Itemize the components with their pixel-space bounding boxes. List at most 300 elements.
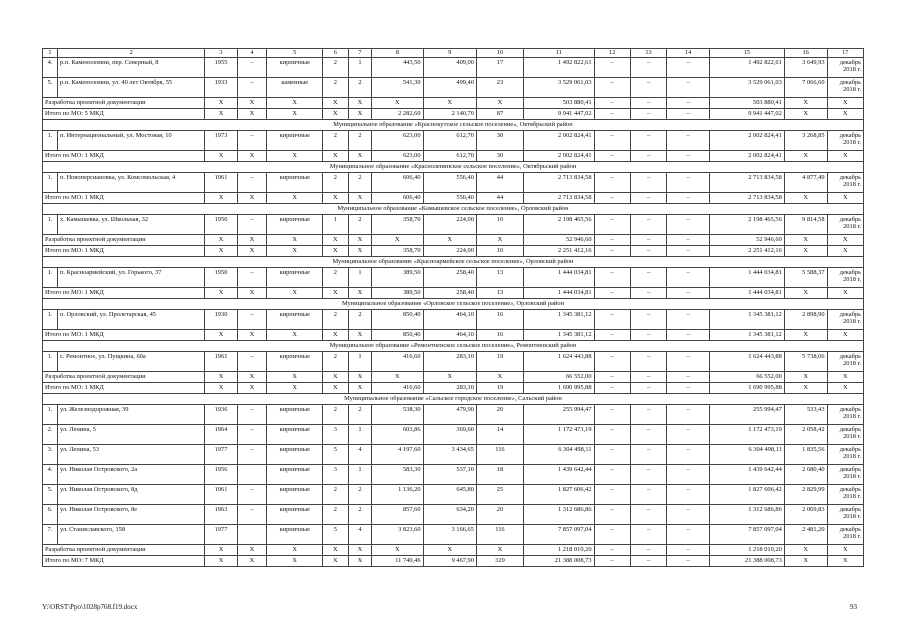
table-cell: X	[237, 97, 267, 108]
table-cell: декабрь 2018 г.	[827, 524, 863, 544]
table-cell: –	[630, 424, 666, 444]
table-cell	[237, 464, 267, 484]
table-cell: –	[630, 555, 666, 566]
table-cell: 2	[348, 214, 372, 234]
table-cell: кирпичные	[267, 130, 323, 150]
table-cell: 2 198 465,56	[523, 214, 594, 234]
table-cell: X	[323, 192, 349, 203]
section-heading-row	[43, 203, 864, 214]
table-cell: 2 002 824,41	[709, 150, 784, 161]
table-cell: X	[348, 108, 372, 119]
table-cell: X	[348, 371, 372, 382]
table-cell: 1 690 995,88	[523, 382, 594, 393]
table-cell: 3 823,60	[372, 524, 423, 544]
table-cell: 3 529 061,03	[523, 77, 594, 97]
table-cell: –	[594, 555, 630, 566]
table-cell: –	[237, 404, 267, 424]
table-cell: X	[237, 544, 267, 555]
column-number: 2	[57, 49, 205, 58]
table-cell: 1 218 010,20	[523, 544, 594, 555]
summary-row	[43, 150, 864, 161]
table-cell: 3 529 061,03	[709, 77, 784, 97]
table-cell: X	[323, 555, 349, 566]
table-cell: 2	[323, 404, 349, 424]
table-cell: кирпичные	[267, 214, 323, 234]
table-cell: 1.	[43, 267, 58, 287]
summary-label: Итого по МО: 1 МКД	[43, 245, 205, 256]
summary-label: Разработка проектной документации	[43, 234, 205, 245]
table-cell: декабрь 2018 г.	[827, 309, 863, 329]
table-cell: 116	[476, 444, 523, 464]
table-cell: декабрь 2018 г.	[827, 214, 863, 234]
table-cell: 1963	[205, 504, 237, 524]
section-heading-row	[43, 256, 864, 267]
table-cell: 1.	[43, 351, 58, 371]
table-cell: 1933	[205, 77, 237, 97]
table-cell: 2 481,20	[784, 524, 827, 544]
table-cell: –	[630, 351, 666, 371]
table-cell: X	[267, 108, 323, 119]
table-cell: 1 827 606,42	[709, 484, 784, 504]
summary-row	[43, 329, 864, 340]
table-cell: 2	[323, 172, 349, 192]
table-cell: 30	[476, 130, 523, 150]
table-cell: 9 941 447,02	[523, 108, 594, 119]
table-row	[43, 130, 864, 150]
table-row	[43, 484, 864, 504]
table-cell: X	[267, 544, 323, 555]
table-cell: X	[372, 234, 423, 245]
table-cell: X	[827, 192, 863, 203]
address-cell: ул. Станиславского, 158	[57, 524, 205, 544]
summary-row	[43, 544, 864, 555]
table-cell: кирпичные	[267, 504, 323, 524]
table-cell: –	[594, 57, 630, 77]
table-cell: 1 172 473,19	[523, 424, 594, 444]
table-cell: –	[667, 371, 710, 382]
table-cell: декабрь 2018 г.	[827, 424, 863, 444]
table-cell: –	[667, 504, 710, 524]
section-heading: Муниципальное образование «Орловское сельское поселение», Орловский район	[43, 298, 864, 309]
table-cell: 2 713 834,58	[523, 192, 594, 203]
table-cell: 634,20	[423, 504, 476, 524]
address-cell: ул. Николая Островского, 2а	[57, 464, 205, 484]
table-cell: 1 345 381,12	[709, 329, 784, 340]
table-cell: X	[267, 371, 323, 382]
table-cell: 258,40	[423, 267, 476, 287]
table-cell: X	[827, 371, 863, 382]
table-cell: X	[205, 555, 237, 566]
summary-row	[43, 192, 864, 203]
table-row	[43, 424, 864, 444]
table-cell: –	[237, 267, 267, 287]
table-cell: 16	[476, 309, 523, 329]
table-cell: 2 198 465,56	[709, 214, 784, 234]
column-number: 3	[205, 49, 237, 58]
table-cell: 1	[348, 424, 372, 444]
table-cell: –	[594, 97, 630, 108]
table-cell: –	[594, 371, 630, 382]
table-cell: –	[630, 504, 666, 524]
table-cell: 2 251 412,16	[709, 245, 784, 256]
summary-row	[43, 97, 864, 108]
table-cell: –	[594, 234, 630, 245]
table-cell: 10	[476, 214, 523, 234]
table-cell: 1 444 034,81	[523, 287, 594, 298]
table-cell: декабрь 2018 г.	[827, 484, 863, 504]
table-cell: –	[667, 234, 710, 245]
table-cell: декабрь 2018 г.	[827, 404, 863, 424]
table-cell: 2 713 834,58	[709, 172, 784, 192]
table-cell: –	[667, 544, 710, 555]
table-cell: 464,10	[423, 309, 476, 329]
table-cell: 20	[476, 404, 523, 424]
table-cell: 2	[348, 504, 372, 524]
table-cell: 21 388 008,73	[709, 555, 784, 566]
table-cell: X	[205, 287, 237, 298]
column-number-row	[43, 49, 864, 58]
table-cell: 224,00	[423, 245, 476, 256]
table-cell: 1 492 822,61	[523, 57, 594, 77]
table-cell: –	[667, 404, 710, 424]
column-number: 8	[372, 49, 423, 58]
table-cell: 443,50	[372, 57, 423, 77]
table-cell: X	[205, 371, 237, 382]
summary-row	[43, 371, 864, 382]
table-cell: 1 172 473,19	[709, 424, 784, 444]
table-cell: 2 002 824,41	[523, 150, 594, 161]
table-cell: кирпичные	[267, 172, 323, 192]
table-cell: –	[667, 172, 710, 192]
table-cell: 857,60	[372, 504, 423, 524]
table-cell: –	[667, 555, 710, 566]
table-cell: X	[784, 97, 827, 108]
table-cell: 1.	[43, 130, 58, 150]
table-cell: –	[237, 424, 267, 444]
table-cell: –	[630, 524, 666, 544]
table-cell: 2	[323, 77, 349, 97]
table-cell: 2 282,60	[372, 108, 423, 119]
table-cell: X	[237, 192, 267, 203]
table-cell: 2	[348, 484, 372, 504]
table-cell: X	[237, 108, 267, 119]
table-cell: 4	[348, 524, 372, 544]
table-cell: X	[784, 192, 827, 203]
table-cell: –	[594, 130, 630, 150]
table-cell: X	[323, 371, 349, 382]
table-cell: X	[323, 108, 349, 119]
column-number: 1	[43, 49, 58, 58]
table-cell: 358,70	[372, 214, 423, 234]
table-cell: 13	[476, 287, 523, 298]
table-cell: –	[630, 245, 666, 256]
table-cell: 4.	[43, 464, 58, 484]
summary-row	[43, 382, 864, 393]
column-number: 14	[667, 49, 710, 58]
table-cell: 1 312 686,86	[709, 504, 784, 524]
table-cell: декабрь 2018 г.	[827, 172, 863, 192]
table-cell: 5 738,06	[784, 351, 827, 371]
table-cell: 541,30	[372, 77, 423, 97]
table-cell: 538,30	[372, 404, 423, 424]
table-row	[43, 172, 864, 192]
table-cell: X	[237, 245, 267, 256]
table-cell: –	[594, 524, 630, 544]
table-cell: –	[594, 444, 630, 464]
table-cell: –	[594, 504, 630, 524]
table-cell: 10	[476, 245, 523, 256]
table-cell: X	[205, 192, 237, 203]
column-number: 4	[237, 49, 267, 58]
table-row	[43, 77, 864, 97]
table-cell: 6 304 498,11	[709, 444, 784, 464]
column-number: 17	[827, 49, 863, 58]
table-cell: –	[667, 214, 710, 234]
table-cell: 2 680,40	[784, 464, 827, 484]
table-body	[43, 49, 864, 567]
table-cell: –	[630, 172, 666, 192]
table-cell: 2 002 824,41	[709, 130, 784, 150]
table-cell: –	[594, 192, 630, 203]
table-cell: 1 444 034,81	[709, 267, 784, 287]
table-cell: –	[630, 544, 666, 555]
address-cell: ул. Николая Островского, 8е	[57, 504, 205, 524]
table-cell: X	[323, 245, 349, 256]
table-cell: кирпичные	[267, 484, 323, 504]
table-cell: 1	[323, 214, 349, 234]
table-cell: –	[594, 77, 630, 97]
section-heading-row	[43, 161, 864, 172]
table-cell: 1	[348, 464, 372, 484]
table-cell: декабрь 2018 г.	[827, 130, 863, 150]
table-cell: –	[237, 351, 267, 371]
page-number: 93	[850, 603, 857, 611]
table-cell: 533,43	[784, 404, 827, 424]
table-cell: 4 197,60	[372, 444, 423, 464]
table-cell: 329	[476, 555, 523, 566]
table-cell: 23	[476, 77, 523, 97]
table-cell: 2	[348, 309, 372, 329]
table-cell: 499,40	[423, 77, 476, 97]
table-cell: –	[667, 108, 710, 119]
table-cell: 1 439 642,44	[709, 464, 784, 484]
table-cell: кирпичные	[267, 57, 323, 77]
summary-label: Разработка проектной документации	[43, 544, 205, 555]
table-cell: X	[827, 234, 863, 245]
table-cell: –	[237, 214, 267, 234]
table-cell: X	[348, 544, 372, 555]
table-cell: 503 880,41	[709, 97, 784, 108]
table-cell: –	[667, 382, 710, 393]
table-cell: 20	[476, 504, 523, 524]
section-heading: Муниципальное образование «Краснокутское сельское поселение», Октябрьский район	[43, 119, 864, 130]
table-cell: 416,60	[372, 382, 423, 393]
table-row	[43, 214, 864, 234]
table-cell: X	[237, 329, 267, 340]
table-cell: кирпичные	[267, 464, 323, 484]
table-cell: 1950	[205, 267, 237, 287]
table-cell: 5 588,37	[784, 267, 827, 287]
address-cell: п. Орловский, ул. Пролетарская, 45	[57, 309, 205, 329]
table-cell: –	[667, 484, 710, 504]
table-cell: X	[476, 97, 523, 108]
table-cell: –	[594, 351, 630, 371]
table-cell: 5.	[43, 484, 58, 504]
column-number: 16	[784, 49, 827, 58]
table-cell: –	[630, 192, 666, 203]
table-cell: 1964	[205, 424, 237, 444]
table-cell: X	[827, 287, 863, 298]
table-cell: кирпичные	[267, 424, 323, 444]
address-cell: ул. Железнодорожная, 39	[57, 404, 205, 424]
table-cell: X	[423, 97, 476, 108]
table-cell: X	[267, 234, 323, 245]
table-cell: 19	[476, 351, 523, 371]
table-cell: 25	[476, 484, 523, 504]
table-cell: 2 058,42	[784, 424, 827, 444]
summary-label: Разработка проектной документации	[43, 97, 205, 108]
section-heading-row	[43, 298, 864, 309]
table-cell: –	[667, 351, 710, 371]
table-cell: 2	[348, 130, 372, 150]
table-cell: 1 345 381,12	[523, 309, 594, 329]
table-cell: X	[784, 287, 827, 298]
table-cell: 2	[348, 172, 372, 192]
table-cell: 556,40	[423, 192, 476, 203]
table-cell: –	[667, 329, 710, 340]
table-row	[43, 351, 864, 371]
table-cell: –	[630, 77, 666, 97]
summary-row	[43, 245, 864, 256]
section-heading: Муниципальное образование «Сальское городское поселение», Сальский район	[43, 393, 864, 404]
table-cell: –	[667, 444, 710, 464]
table-row	[43, 464, 864, 484]
table-cell: –	[667, 245, 710, 256]
table-cell: 1956	[205, 464, 237, 484]
summary-label: Итого по МО: 1 МКД	[43, 192, 205, 203]
table-cell: –	[594, 150, 630, 161]
table-cell: 1	[348, 57, 372, 77]
document-sheet	[42, 48, 864, 567]
table-cell: –	[594, 108, 630, 119]
table-cell: –	[237, 504, 267, 524]
table-cell: 6.	[43, 504, 58, 524]
table-cell: X	[237, 234, 267, 245]
table-cell: –	[630, 329, 666, 340]
table-cell: 52 946,60	[523, 234, 594, 245]
table-cell: кирпичные	[267, 524, 323, 544]
table-cell: X	[348, 287, 372, 298]
column-number: 15	[709, 49, 784, 58]
table-cell: –	[594, 382, 630, 393]
table-cell: 1 624 443,88	[709, 351, 784, 371]
table-cell: X	[323, 97, 349, 108]
table-cell: –	[594, 267, 630, 287]
table-cell: 1936	[205, 404, 237, 424]
table-cell: 464,10	[423, 329, 476, 340]
table-cell: X	[423, 371, 476, 382]
table-cell: кирпичные	[267, 404, 323, 424]
table-cell: –	[237, 309, 267, 329]
table-cell: 1	[348, 267, 372, 287]
table-row	[43, 524, 864, 544]
table-cell: X	[784, 150, 827, 161]
section-heading: Муниципальное образование «Камышевское сельское поселение», Орловский район	[43, 203, 864, 214]
table-cell: X	[267, 382, 323, 393]
table-cell: 1 492 822,61	[709, 57, 784, 77]
table-cell: 1961	[205, 172, 237, 192]
table-cell: –	[667, 464, 710, 484]
table-cell: –	[594, 424, 630, 444]
table-row	[43, 444, 864, 464]
table-row	[43, 504, 864, 524]
table-cell: 52 946,60	[709, 234, 784, 245]
table-cell: X	[423, 544, 476, 555]
section-heading-row	[43, 393, 864, 404]
table-cell: –	[630, 444, 666, 464]
table-cell: 645,80	[423, 484, 476, 504]
table-cell: –	[667, 192, 710, 203]
table-cell: –	[630, 97, 666, 108]
table-cell: –	[237, 77, 267, 97]
summary-label: Итого по МО: 1 МКД	[43, 150, 205, 161]
table-cell: 7 857 097,04	[709, 524, 784, 544]
table-cell: 623,00	[372, 150, 423, 161]
table-cell: 389,50	[372, 287, 423, 298]
table-cell: 2	[323, 267, 349, 287]
table-cell: 1 624 443,88	[523, 351, 594, 371]
address-cell: с. Ремонтное, ул. Пущкина, 60а	[57, 351, 205, 371]
table-cell: 1 827 606,42	[523, 484, 594, 504]
table-cell: 2	[348, 77, 372, 97]
table-cell: 1973	[205, 130, 237, 150]
table-cell: 2	[323, 484, 349, 504]
table-cell: 1950	[205, 214, 237, 234]
column-number: 5	[267, 49, 323, 58]
address-cell: п. Интернациональный, ул. Мостовая, 10	[57, 130, 205, 150]
summary-label: Итого по МО: 1 МКД	[43, 287, 205, 298]
table-cell: X	[267, 287, 323, 298]
table-cell: X	[784, 382, 827, 393]
table-cell: –	[630, 57, 666, 77]
table-cell: –	[594, 245, 630, 256]
table-cell: 30	[476, 150, 523, 161]
table-cell: 3 268,85	[784, 130, 827, 150]
table-cell: 5	[323, 444, 349, 464]
table-cell: X	[784, 544, 827, 555]
column-number: 12	[594, 49, 630, 58]
table-cell: X	[784, 234, 827, 245]
table-cell: 66 552,00	[523, 371, 594, 382]
table-cell: X	[237, 555, 267, 566]
table-cell: 1930	[205, 309, 237, 329]
table-cell: X	[237, 150, 267, 161]
table-cell: X	[372, 371, 423, 382]
table-cell: X	[784, 245, 827, 256]
address-cell: п. Новоперсиановка, ул. Комсомольская, 4	[57, 172, 205, 192]
table-cell: 17	[476, 57, 523, 77]
table-cell: 1977	[205, 444, 237, 464]
table-cell: X	[348, 97, 372, 108]
table-cell: X	[784, 108, 827, 119]
column-number: 9	[423, 49, 476, 58]
table-cell: X	[372, 97, 423, 108]
table-cell: 255 994,47	[709, 404, 784, 424]
table-cell: X	[827, 150, 863, 161]
table-cell: X	[267, 245, 323, 256]
table-cell: 1.	[43, 172, 58, 192]
table-cell: –	[630, 267, 666, 287]
